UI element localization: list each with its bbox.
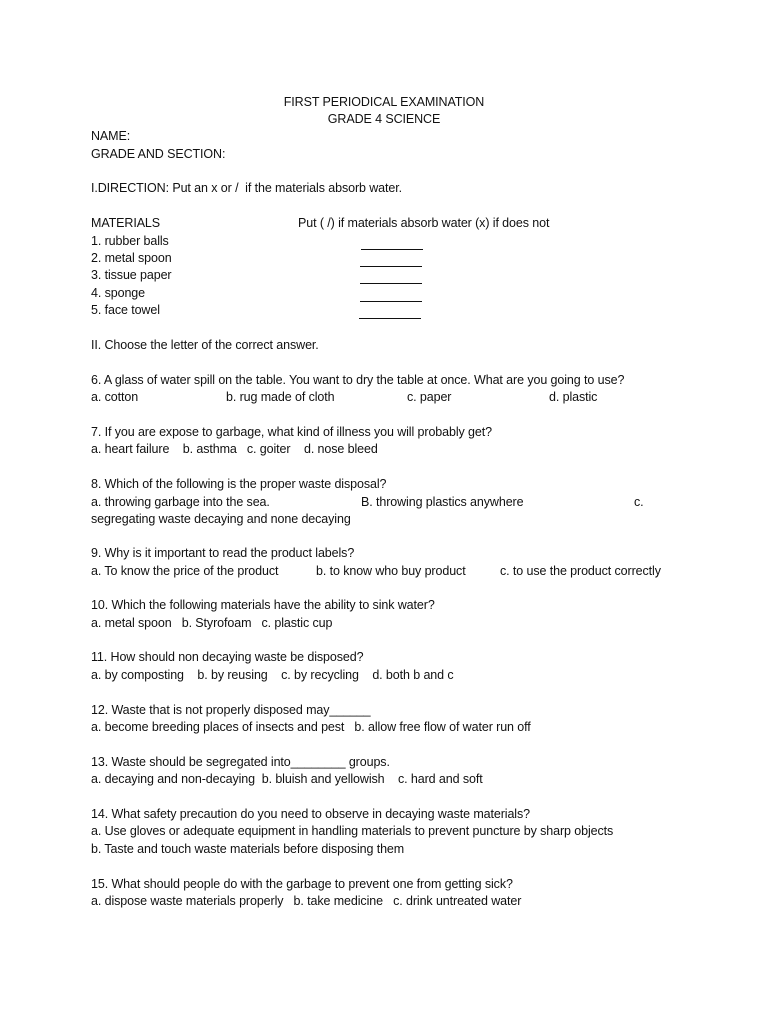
q8-choice-c: c. [634,495,644,509]
q7-choices: a. heart failure b. asthma c. goiter d. nose bleed [91,442,378,456]
question-10: 10. Which the following materials have the ability to sink water? [91,598,435,612]
q14-choice-a: a. Use gloves or adequate equipment in handling materials to prevent puncture by sharp objects [91,824,614,838]
material-item: 4. sponge [91,286,146,300]
question-7: 7. If you are expose to garbage, what kind of illness you will probably get? [91,425,492,439]
question-9: 9. Why is it important to read the product labels? [91,546,355,560]
question-8: 8. Which of the following is the proper waste disposal? [91,477,387,491]
answer-blank [360,252,422,267]
material-item: 2. metal spoon [91,251,172,265]
q14-choice-b: b. Taste and touch waste materials before disposing them [91,842,405,856]
q6-choice-b: b. rug made of cloth [226,390,335,404]
q15-choices: a. dispose waste materials properly b. take medicine c. drink untreated water [91,894,522,908]
grade-section-label: GRADE AND SECTION: [91,147,226,161]
part1-direction: I.DIRECTION: Put an x or / if the materials absorb water. [91,181,402,195]
material-item: 1. rubber balls [91,234,169,248]
answer-blank [360,287,422,302]
material-item: 3. tissue paper [91,268,172,282]
q6-choice-d: d. plastic [549,390,598,404]
question-13: 13. Waste should be segregated into________ groups. [91,755,390,769]
q13-choices: a. decaying and non-decaying b. bluish and yellowish c. hard and soft [91,772,483,786]
q8-choice-c-continued: segregating waste decaying and none decaying [91,512,351,526]
q12-choices: a. become breeding places of insects and pest b. allow free flow of water run off [91,720,531,734]
name-label: NAME: [91,129,131,143]
answer-blank [360,269,422,284]
question-12: 12. Waste that is not properly disposed may______ [91,703,371,717]
q10-choices: a. metal spoon b. Styrofoam c. plastic cup [91,616,333,630]
q9-choice-b: b. to know who buy product [316,564,466,578]
instruction-column-header: Put ( /) if materials absorb water (x) if does not [298,216,550,230]
question-11: 11. How should non decaying waste be disposed? [91,650,364,664]
answer-blank [359,304,421,319]
q11-choices: a. by composting b. by reusing c. by recycling d. both b and c [91,668,454,682]
q8-choice-b: B. throwing plastics anywhere [361,495,524,509]
exam-subtitle: GRADE 4 SCIENCE [327,112,441,126]
question-14: 14. What safety precaution do you need to observe in decaying waste materials? [91,807,530,821]
answer-blank [361,235,423,250]
exam-title: FIRST PERIODICAL EXAMINATION [283,95,485,109]
q6-choice-a: a. cotton [91,390,139,404]
question-15: 15. What should people do with the garbage to prevent one from getting sick? [91,877,513,891]
material-item: 5. face towel [91,303,160,317]
q6-choice-c: c. paper [407,390,452,404]
materials-column-header: MATERIALS [91,216,161,230]
q9-choice-c: c. to use the product correctly [500,564,661,578]
part2-direction: II. Choose the letter of the correct answer. [91,338,319,352]
q9-choice-a: a. To know the price of the product [91,564,279,578]
question-6: 6. A glass of water spill on the table. You want to dry the table at once. What are you going to use? [91,373,625,387]
q8-choice-a: a. throwing garbage into the sea. [91,495,270,509]
